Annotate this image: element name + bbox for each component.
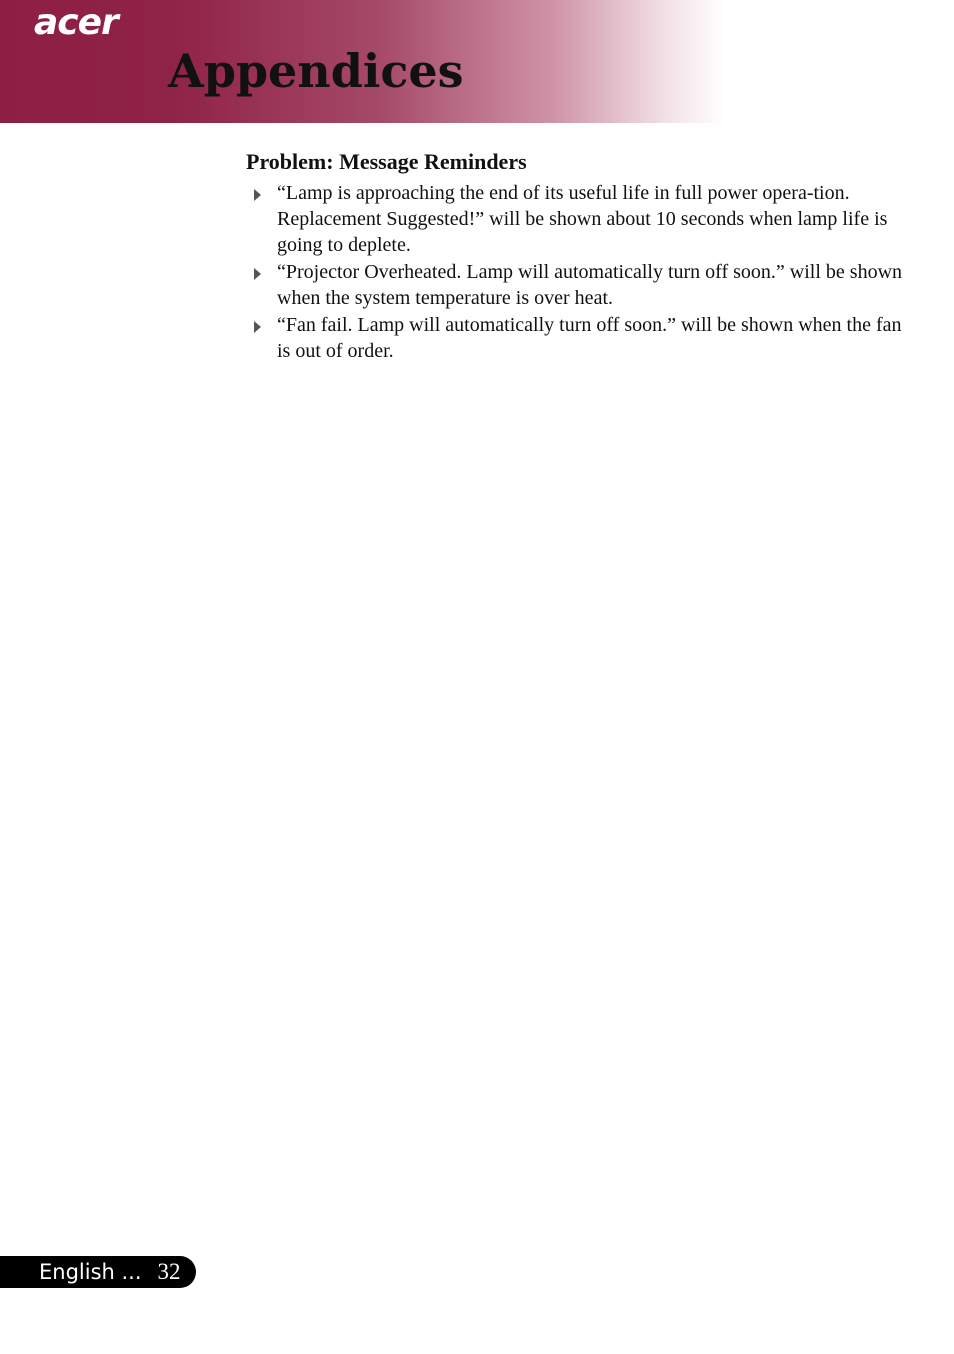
reminder-list bbox=[246, 180, 906, 364]
problem-heading: Problem: Message Reminders bbox=[246, 149, 527, 174]
section-title: Appendices bbox=[168, 44, 464, 98]
list-item-text: “Projector Overheated. Lamp will automatically turn off soon.” will be shown when the system temperature is over heat. bbox=[277, 261, 903, 309]
page-header bbox=[0, 0, 954, 123]
list-item-text: “Lamp is approaching the end of its useful life in full power opera-tion. Replacement Suggested!” will be shown about 10 seconds when lamp life is going to deplete. bbox=[277, 182, 888, 256]
page-footer-badge bbox=[0, 1256, 196, 1288]
footer-language: English ... bbox=[39, 1260, 142, 1284]
triangle-right-icon bbox=[254, 321, 261, 333]
triangle-right-icon bbox=[254, 189, 261, 201]
list-item-text: “Fan fail. Lamp will automatically turn off soon.” will be shown when the fan is out of order. bbox=[277, 314, 902, 362]
acer-logo: acer bbox=[34, 2, 118, 43]
list-item bbox=[246, 312, 906, 364]
page-number: 32 bbox=[157, 1259, 181, 1284]
list-item bbox=[246, 180, 906, 258]
main-content bbox=[246, 148, 906, 365]
triangle-right-icon bbox=[254, 268, 261, 280]
list-item bbox=[246, 259, 906, 311]
